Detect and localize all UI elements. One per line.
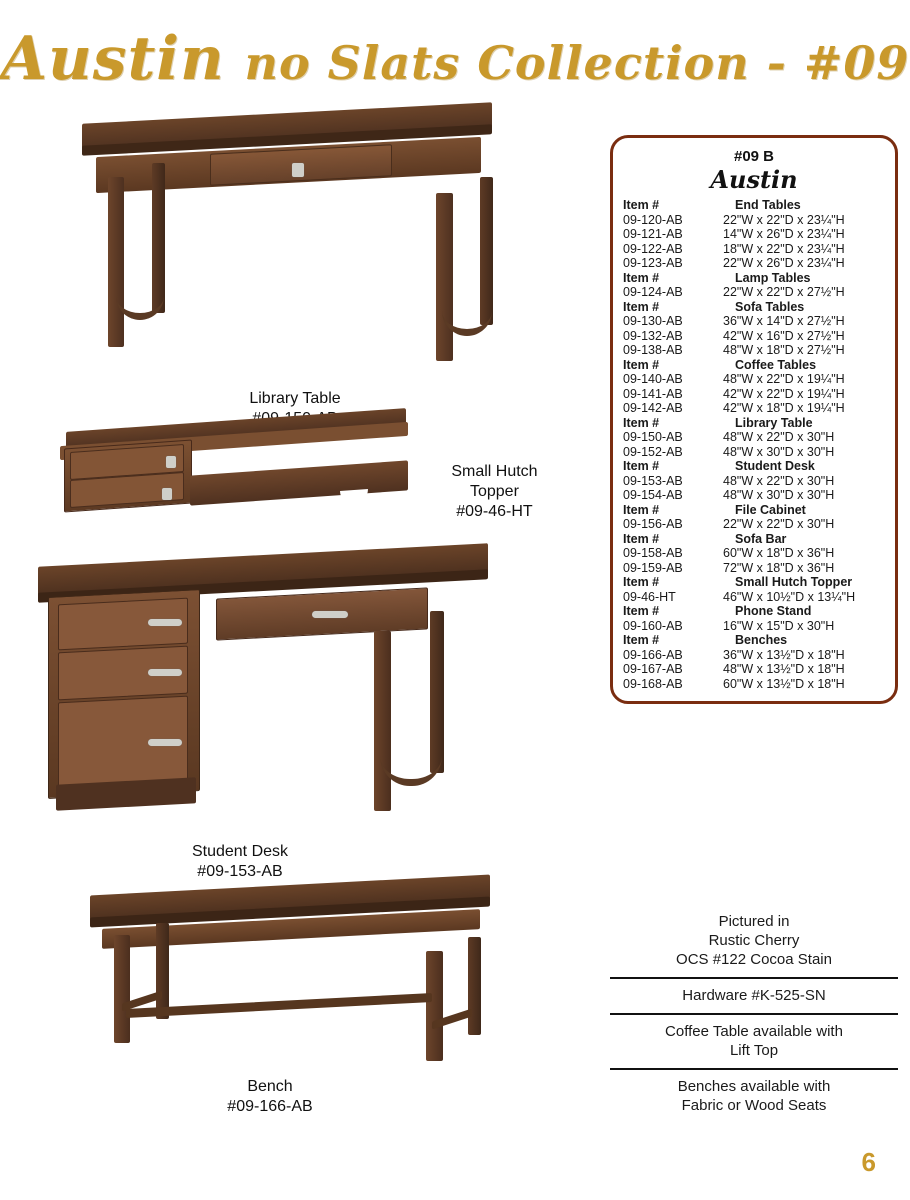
spec-category-label: Library Table [735, 415, 813, 430]
spec-row [623, 256, 885, 271]
spec-dimensions: 60"W x 18"D x 36"H [723, 546, 835, 560]
student-desk-name: Student Desk [191, 843, 289, 860]
spec-row [623, 213, 885, 228]
library-table-illustration [60, 105, 510, 385]
spec-item-number: 09-150-AB [623, 430, 683, 444]
specification-panel [610, 135, 898, 704]
note-lift-top-line1: Coffee Table available with [665, 1023, 843, 1040]
spec-dimensions: 48"W x 30"D x 30"H [723, 444, 835, 459]
product-library-table [60, 105, 530, 429]
spec-dimensions: 22"W x 26"D x 23¼"H [723, 256, 845, 270]
spec-category-label: Student Desk [735, 459, 815, 473]
spec-dimensions: 36"W x 14"D x 27½"H [723, 314, 845, 328]
pedestal-drawer-pull-2 [148, 669, 182, 676]
small-hutch-name-line1: Small Hutch [451, 463, 538, 480]
small-hutch-caption [424, 462, 564, 522]
bench-code: #09-166-AB [227, 1098, 313, 1115]
spec-dimensions: 22"W x 22"D x 23¼"H [723, 212, 845, 227]
spec-item-number: 09-159-AB [623, 560, 683, 575]
spec-group-header [623, 416, 885, 431]
spec-group-header [623, 532, 885, 547]
spec-row [623, 619, 885, 634]
spec-item-number: 09-130-AB [623, 314, 683, 328]
spec-item-number: 09-156-AB [623, 517, 683, 531]
center-drawer-pull [312, 611, 348, 618]
product-small-hutch-topper [40, 410, 580, 540]
spec-dimensions: 36"W x 13½"D x 18"H [723, 647, 845, 662]
spec-item-header: Item # [623, 198, 660, 212]
spec-row [623, 546, 885, 561]
page-title [0, 24, 910, 94]
note-bench-seats-line2: Fabric or Wood Seats [681, 1097, 827, 1114]
bench-leg-front-left [114, 935, 130, 1043]
spec-item-number: 09-141-AB [623, 386, 683, 401]
page-number: 6 [861, 1147, 876, 1177]
library-table-name: Library Table [249, 390, 341, 407]
spec-item-number: 09-121-AB [623, 227, 683, 241]
spec-group-header [623, 633, 885, 648]
pedestal-drawer-pull-3 [148, 739, 182, 746]
spec-item-number: 09-123-AB [623, 256, 683, 270]
spec-row [623, 590, 885, 605]
spec-item-header: Item # [623, 357, 660, 372]
spec-item-header: Item # [623, 459, 660, 473]
spec-row [623, 314, 885, 329]
spec-dimensions: 16"W x 15"D x 30"H [723, 618, 835, 633]
spec-row [623, 488, 885, 503]
spec-row [623, 387, 885, 402]
spec-category-label: End Tables [735, 198, 801, 212]
spec-group-header [623, 459, 885, 474]
spec-row [623, 677, 885, 692]
spec-row [623, 285, 885, 300]
hutch-cord-notch [340, 489, 368, 505]
small-hutch-illustration [40, 410, 420, 540]
spec-item-number: 09-138-AB [623, 343, 683, 357]
spec-dimensions: 22"W x 22"D x 30"H [723, 517, 835, 531]
spec-item-header: Item # [623, 270, 660, 285]
spec-category-label: Sofa Tables [735, 299, 805, 314]
spec-row [623, 227, 885, 242]
spec-category-label: Small Hutch Topper [735, 575, 853, 589]
spec-row [623, 401, 885, 416]
spec-item-number: 09-168-AB [623, 676, 683, 691]
note-hardware [610, 979, 898, 1013]
spec-panel-brand: Austin [710, 165, 798, 194]
spec-item-number: 09-46-HT [623, 589, 676, 604]
bench-caption [70, 1077, 470, 1117]
spec-dimensions: 60"W x 13½"D x 18"H [723, 676, 845, 691]
spec-row [623, 662, 885, 677]
title-brand: Austin [0, 24, 225, 94]
spec-dimensions: 42"W x 18"D x 19¼"H [723, 401, 845, 415]
note-hardware-line1: Hardware #K-525-SN [682, 987, 826, 1004]
spec-row [623, 517, 885, 532]
spec-item-number: 09-167-AB [623, 662, 683, 676]
drawer-knob [292, 163, 304, 177]
spec-item-header: Item # [623, 502, 660, 517]
spec-row [623, 372, 885, 387]
spec-panel-code: #09 B [733, 148, 775, 165]
spec-category-label: Phone Stand [735, 604, 812, 618]
student-desk-illustration [20, 545, 510, 840]
bench-name: Bench [247, 1078, 293, 1095]
title-code: #09 [803, 36, 910, 90]
note-finish-line1: Pictured in [718, 913, 790, 930]
spec-item-number: 09-142-AB [623, 401, 683, 415]
spec-item-number: 09-124-AB [623, 285, 683, 299]
spec-dimensions: 48"W x 22"D x 19¼"H [723, 372, 845, 386]
product-bench [70, 875, 540, 1117]
spec-item-header: Item # [623, 531, 660, 546]
spec-item-number: 09-166-AB [623, 647, 683, 662]
bench-leg-back-right [468, 937, 481, 1035]
pedestal-drawer-pull-1 [148, 619, 182, 626]
spec-item-number: 09-154-AB [623, 488, 683, 502]
spec-group-header [623, 271, 885, 286]
spec-table [623, 198, 885, 691]
spec-dimensions: 42"W x 16"D x 27½"H [723, 328, 845, 343]
spec-group-header [623, 575, 885, 590]
spec-item-number: 09-152-AB [623, 444, 683, 459]
spec-item-number: 09-153-AB [623, 473, 683, 488]
spec-item-number: 09-140-AB [623, 372, 683, 386]
notes-section [610, 905, 898, 1123]
spec-category-label: Sofa Bar [735, 531, 787, 546]
spec-item-header: Item # [623, 633, 660, 647]
spec-dimensions: 48"W x 22"D x 30"H [723, 473, 835, 488]
note-lift-top [610, 1015, 898, 1068]
spec-category-label: Benches [735, 633, 788, 647]
spec-dimensions: 48"W x 22"D x 30"H [723, 430, 835, 444]
spec-category-label: File Cabinet [735, 502, 806, 517]
spec-dimensions: 18"W x 22"D x 23¼"H [723, 241, 845, 256]
bench-illustration [70, 875, 510, 1075]
spec-group-header [623, 300, 885, 315]
spec-category-label: Coffee Tables [735, 357, 817, 372]
product-gallery [0, 105, 600, 1145]
spec-item-number: 09-158-AB [623, 546, 683, 560]
note-lift-top-line2: Lift Top [729, 1042, 779, 1059]
spec-row [623, 648, 885, 663]
spec-category-label: Lamp Tables [735, 270, 811, 285]
spec-row [623, 561, 885, 576]
spec-item-header: Item # [623, 415, 660, 430]
note-finish [610, 905, 898, 977]
spec-row [623, 474, 885, 489]
hutch-drawer-knob-lower [162, 488, 172, 500]
title-collection: no Slats Collection - [244, 36, 804, 90]
bench-leg-front-right [426, 951, 443, 1061]
spec-group-header [623, 604, 885, 619]
note-bench-seats [610, 1070, 898, 1123]
spec-item-number: 09-132-AB [623, 328, 683, 343]
spec-group-header [623, 198, 885, 213]
spec-item-number: 09-120-AB [623, 212, 683, 227]
spec-group-header [623, 358, 885, 373]
spec-group-header [623, 503, 885, 518]
note-finish-line2: Rustic Cherry [708, 932, 800, 949]
spec-dimensions: 46"W x 10½"D x 13¼"H [723, 589, 856, 604]
spec-row [623, 343, 885, 358]
spec-dimensions: 42"W x 22"D x 19¼"H [723, 386, 845, 401]
product-student-desk [20, 545, 550, 882]
student-desk-code: #09-153-AB [197, 863, 283, 880]
spec-row [623, 445, 885, 460]
spec-item-number: 09-160-AB [623, 618, 683, 633]
small-hutch-name-line2: Topper [469, 483, 519, 500]
table-leg-front-right [436, 193, 453, 361]
spec-row [623, 242, 885, 257]
bench-stretcher-long [126, 993, 432, 1018]
spec-item-header: Item # [623, 299, 660, 314]
spec-item-header: Item # [623, 604, 660, 618]
hutch-open-shelf [190, 460, 408, 505]
spec-dimensions: 48"W x 30"D x 30"H [723, 488, 835, 502]
spec-dimensions: 14"W x 26"D x 23¼"H [723, 227, 845, 241]
spec-dimensions: 48"W x 18"D x 27½"H [723, 343, 845, 357]
small-hutch-code: #09-46-HT [456, 503, 533, 520]
spec-dimensions: 22"W x 22"D x 27½"H [723, 285, 845, 299]
table-leg-front-left [108, 177, 124, 347]
spec-dimensions: 48"W x 13½"D x 18"H [723, 662, 845, 676]
desk-leg-front-right [374, 631, 391, 811]
note-finish-line3: OCS #122 Cocoa Stain [676, 951, 832, 968]
hutch-drawer-knob-upper [166, 456, 176, 468]
spec-dimensions: 72"W x 18"D x 36"H [723, 560, 835, 575]
spec-row [623, 329, 885, 344]
spec-row [623, 430, 885, 445]
note-bench-seats-line1: Benches available with [677, 1078, 831, 1095]
spec-item-header: Item # [623, 575, 660, 589]
bench-leg-back-left [156, 923, 169, 1019]
spec-item-number: 09-122-AB [623, 241, 683, 256]
